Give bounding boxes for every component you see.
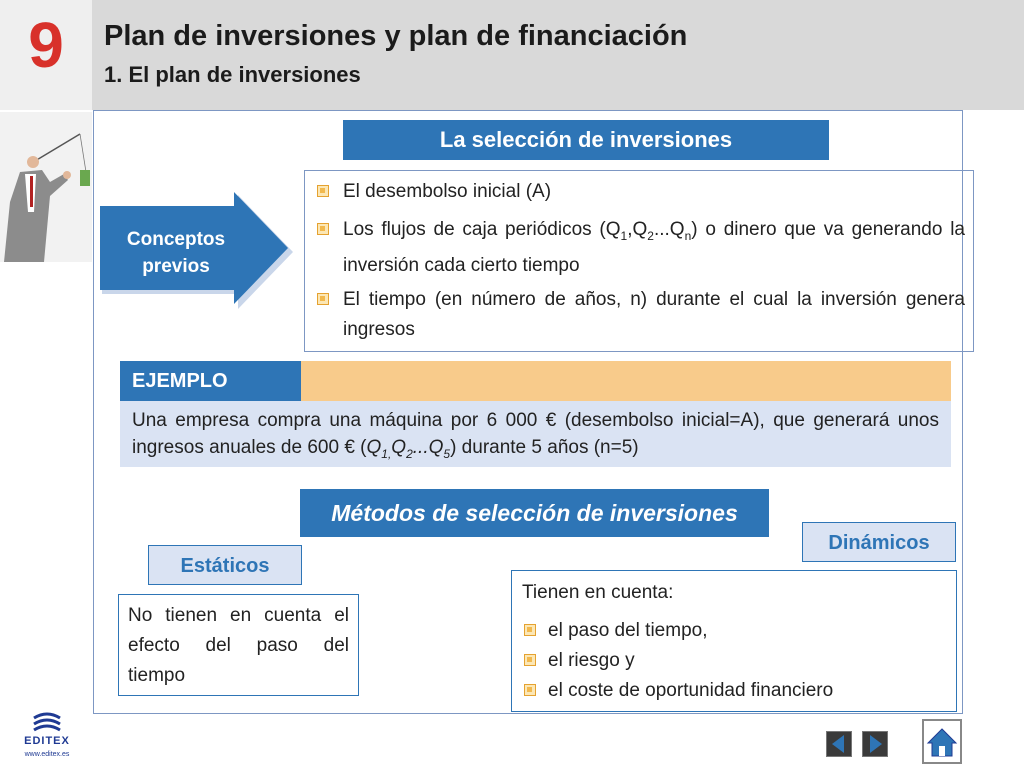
bullet-text: Los flujos de caja periódicos $(Q_1,Q_2...Q_n)$ o dinero que va generando la inversión cada cierto tiempo	[343, 219, 965, 276]
page-title: Plan de inversiones y plan de financiación	[104, 20, 688, 52]
ejemplo-text: Una empresa compra una máquina por 6 000 € (desembolso inicial=A), que generará unos ingresos anuales de 600 € $(Q_{1,}Q_2...Q_5)$ durante 5 años (n=5)	[120, 401, 951, 467]
list-item: el riesgo y	[522, 646, 635, 676]
bullet-text: El desembolso inicial (A)	[343, 181, 552, 202]
list-item	[315, 177, 965, 207]
conceptos-line1: Conceptos	[126, 229, 226, 250]
checkbox-bullet-icon	[317, 185, 329, 197]
editex-logo-icon	[30, 712, 64, 734]
home-button[interactable]	[922, 719, 962, 764]
ejemplo-label: EJEMPLO	[120, 361, 301, 401]
conceptos-bullet-box	[304, 170, 974, 352]
checkbox-bullet-icon	[317, 223, 329, 235]
estaticos-label: Estáticos	[148, 545, 302, 585]
list-item: el paso del tiempo,	[522, 616, 708, 646]
previous-slide-button[interactable]	[826, 731, 852, 757]
triangle-right-icon	[863, 732, 887, 756]
checkbox-bullet-icon	[524, 654, 536, 666]
businessman-illustration	[0, 112, 92, 262]
editex-logo-wordmark: EDITEX	[24, 735, 70, 747]
triangle-left-icon	[827, 732, 851, 756]
estaticos-description: No tienen en cuenta el efecto del paso del tiempo	[118, 594, 359, 696]
conceptos-previos-label	[110, 226, 242, 280]
list-item: el coste de oportunidad financiero	[522, 676, 833, 706]
next-slide-button[interactable]	[862, 731, 888, 757]
list-item	[315, 285, 965, 345]
page-subtitle: 1. El plan de inversiones	[104, 62, 361, 87]
dinamicos-label: Dinámicos	[802, 522, 956, 562]
checkbox-bullet-icon	[524, 684, 536, 696]
chapter-number: 9	[28, 9, 64, 81]
metodos-heading: Métodos de selección de inversiones	[300, 489, 769, 537]
conceptos-line2: previos	[142, 256, 210, 277]
list-item	[315, 215, 965, 281]
header-band	[0, 0, 1024, 110]
dinamicos-intro: Tienen en cuenta:	[522, 582, 674, 603]
home-icon	[924, 721, 960, 762]
dinamicos-box	[511, 570, 957, 712]
checkbox-bullet-icon	[524, 624, 536, 636]
editex-url: www.editex.es	[24, 751, 70, 758]
seleccion-heading: La selección de inversiones	[343, 120, 829, 160]
checkbox-bullet-icon	[317, 293, 329, 305]
bullet-text: El tiempo (en número de años, n) durante el cual la inversión genera ingresos	[343, 289, 965, 340]
